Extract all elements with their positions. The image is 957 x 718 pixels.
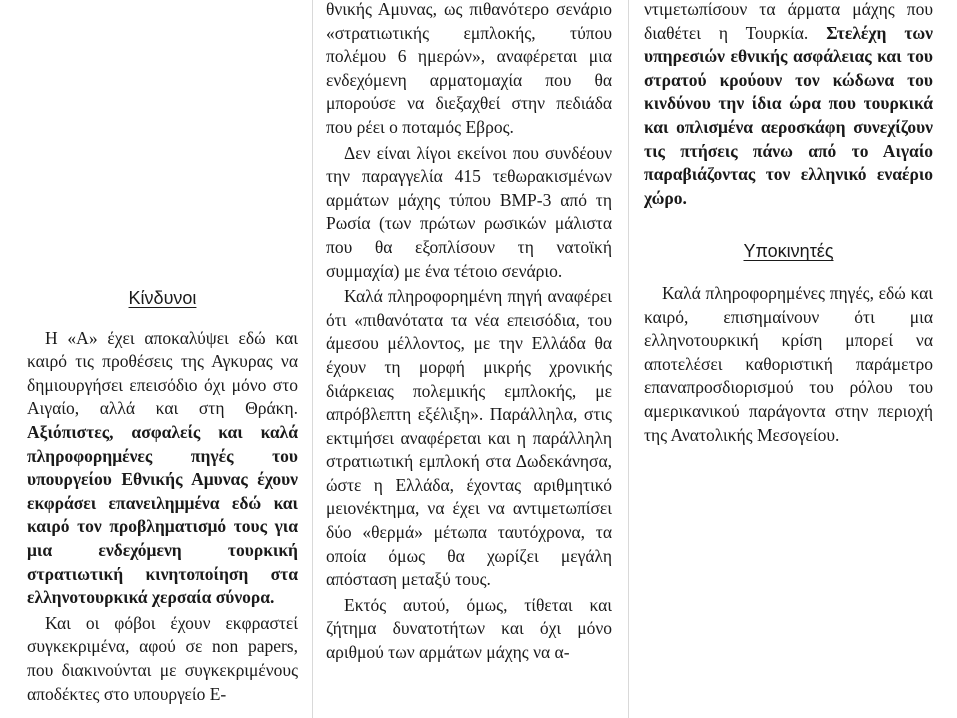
- paragraph: θνικής Αμυνας, ως πιθανότερο σενάριο «στρατιωτικής εμπλοκής, τύπου πολέμου 6 ημερών», αναφέρεται μια ενδεχόμενη αρματομαχία που θα μπορούσε να διεξαχθεί στην πεδιάδα που ρέει ο ποταμός Εβρος.: [326, 0, 612, 137]
- paragraph: Και οι φόβοι έχουν εκφραστεί συγκεκριμένα, αφού σε non papers, που διακινούνται με συγκεκριμένους αποδέκτες στο υπουργείο Ε-: [27, 612, 298, 704]
- paragraph: Δεν είναι λίγοι εκείνοι που συνδέουν την παραγγελία 415 τεθωρακισμένων αρμάτων μάχης τύπου BMP-3 από τη Ρωσία (των πρώτων ρωσικών μάλιστα που θα εξοπλίσουν τη νατοϊκή συμμαχία) με ένα τέτοιο σενάριο.: [326, 142, 612, 281]
- section-heading-instigators: Υποκινητές: [743, 241, 834, 262]
- article-column-right: [644, 0, 933, 447]
- paragraph: Εκτός αυτού, όμως, τίθεται και ζήτημα δυνατοτήτων και όχι μόνο αριθμού των αρμάτων μάχης να α-: [326, 594, 612, 663]
- paragraph: Καλά πληροφορημένες πηγές, εδώ και καιρό, επισημαίνουν ότι μια ελληνοτουρκική κρίση μπορεί να αποτελέσει καθοριστική παράμετρο επαναπροσδιορισμού του ρόλου του αμερικανικού παράγοντα στην περιοχή της Ανατολικής Μεσογείου.: [644, 282, 933, 445]
- column-divider-right: [628, 0, 629, 718]
- paragraph-text: Η «Α» έχει αποκαλύψει εδώ και καιρό τις προθέσεις της Αγκυρας να δημιουργήσει επεισόδιο όχι μόνο στο Αιγαίο, αλλά και στη Θράκη.: [27, 327, 298, 419]
- section-heading-dangers: Κίνδυνοι: [128, 288, 197, 308]
- article-column-middle: [326, 0, 612, 665]
- column-divider-left: [312, 0, 313, 718]
- emphasized-text: Αξιόπιστες, ασφαλείς και καλά πληροφορημένες πηγές του υπουργείου Εθνικής Αμυνας έχουν εκφράσει επανειλημμένα εδώ και καιρό τον προβληματισμό τους για μια ενδεχόμενη τουρκική στρατιωτική κινητοποίηση στα ελληνοτουρκικά χερσαία σύνορα.: [27, 421, 298, 608]
- article-column-left: [27, 0, 298, 706]
- emphasized-text: Στελέχη των υπηρεσιών εθνικής ασφάλειας και του στρατού κρούουν τον κώδωνα του κινδύνου την ίδια ώρα που τουρκικά και οπλισμένα αεροσκάφη συνεχίζουν τις πτήσεις πάνω από το Αιγαίο παραβιάζοντας τον ελληνικό εναέριο χώρο.: [644, 22, 934, 208]
- paragraph: [644, 0, 933, 210]
- paragraph: Καλά πληροφορημένη πηγή αναφέρει ότι «πιθανότατα τα νέα επεισόδια, του άμεσου μέλλοντος, με την Ελλάδα θα έχουν τη μορφή μικρής χρονικής διάρκειας πολεμικής εμπλοκής, με απρόβλεπτη εξέλιξη». Παράλληλα, στις εκτιμήσει αναφέρεται και η παράλληλη στρατιωτική εμπλοκή στα Δωδεκάνησα, ώστε η Ελλάδα, έχοντας αριθμητικό μειονέκτημα, να έχει να αντιμετωπίσει δύο «θερμά» μέτωπα ταυτόχρονα, τα οποία όμως θα χωρίζει μεγάλη απόσταση μεταξύ τους.: [326, 286, 612, 590]
- paragraph: [27, 327, 298, 610]
- paragraph-text: ντιμετωπίσουν τα άρματα μάχης που διαθέτει η Τουρκία.: [644, 0, 933, 43]
